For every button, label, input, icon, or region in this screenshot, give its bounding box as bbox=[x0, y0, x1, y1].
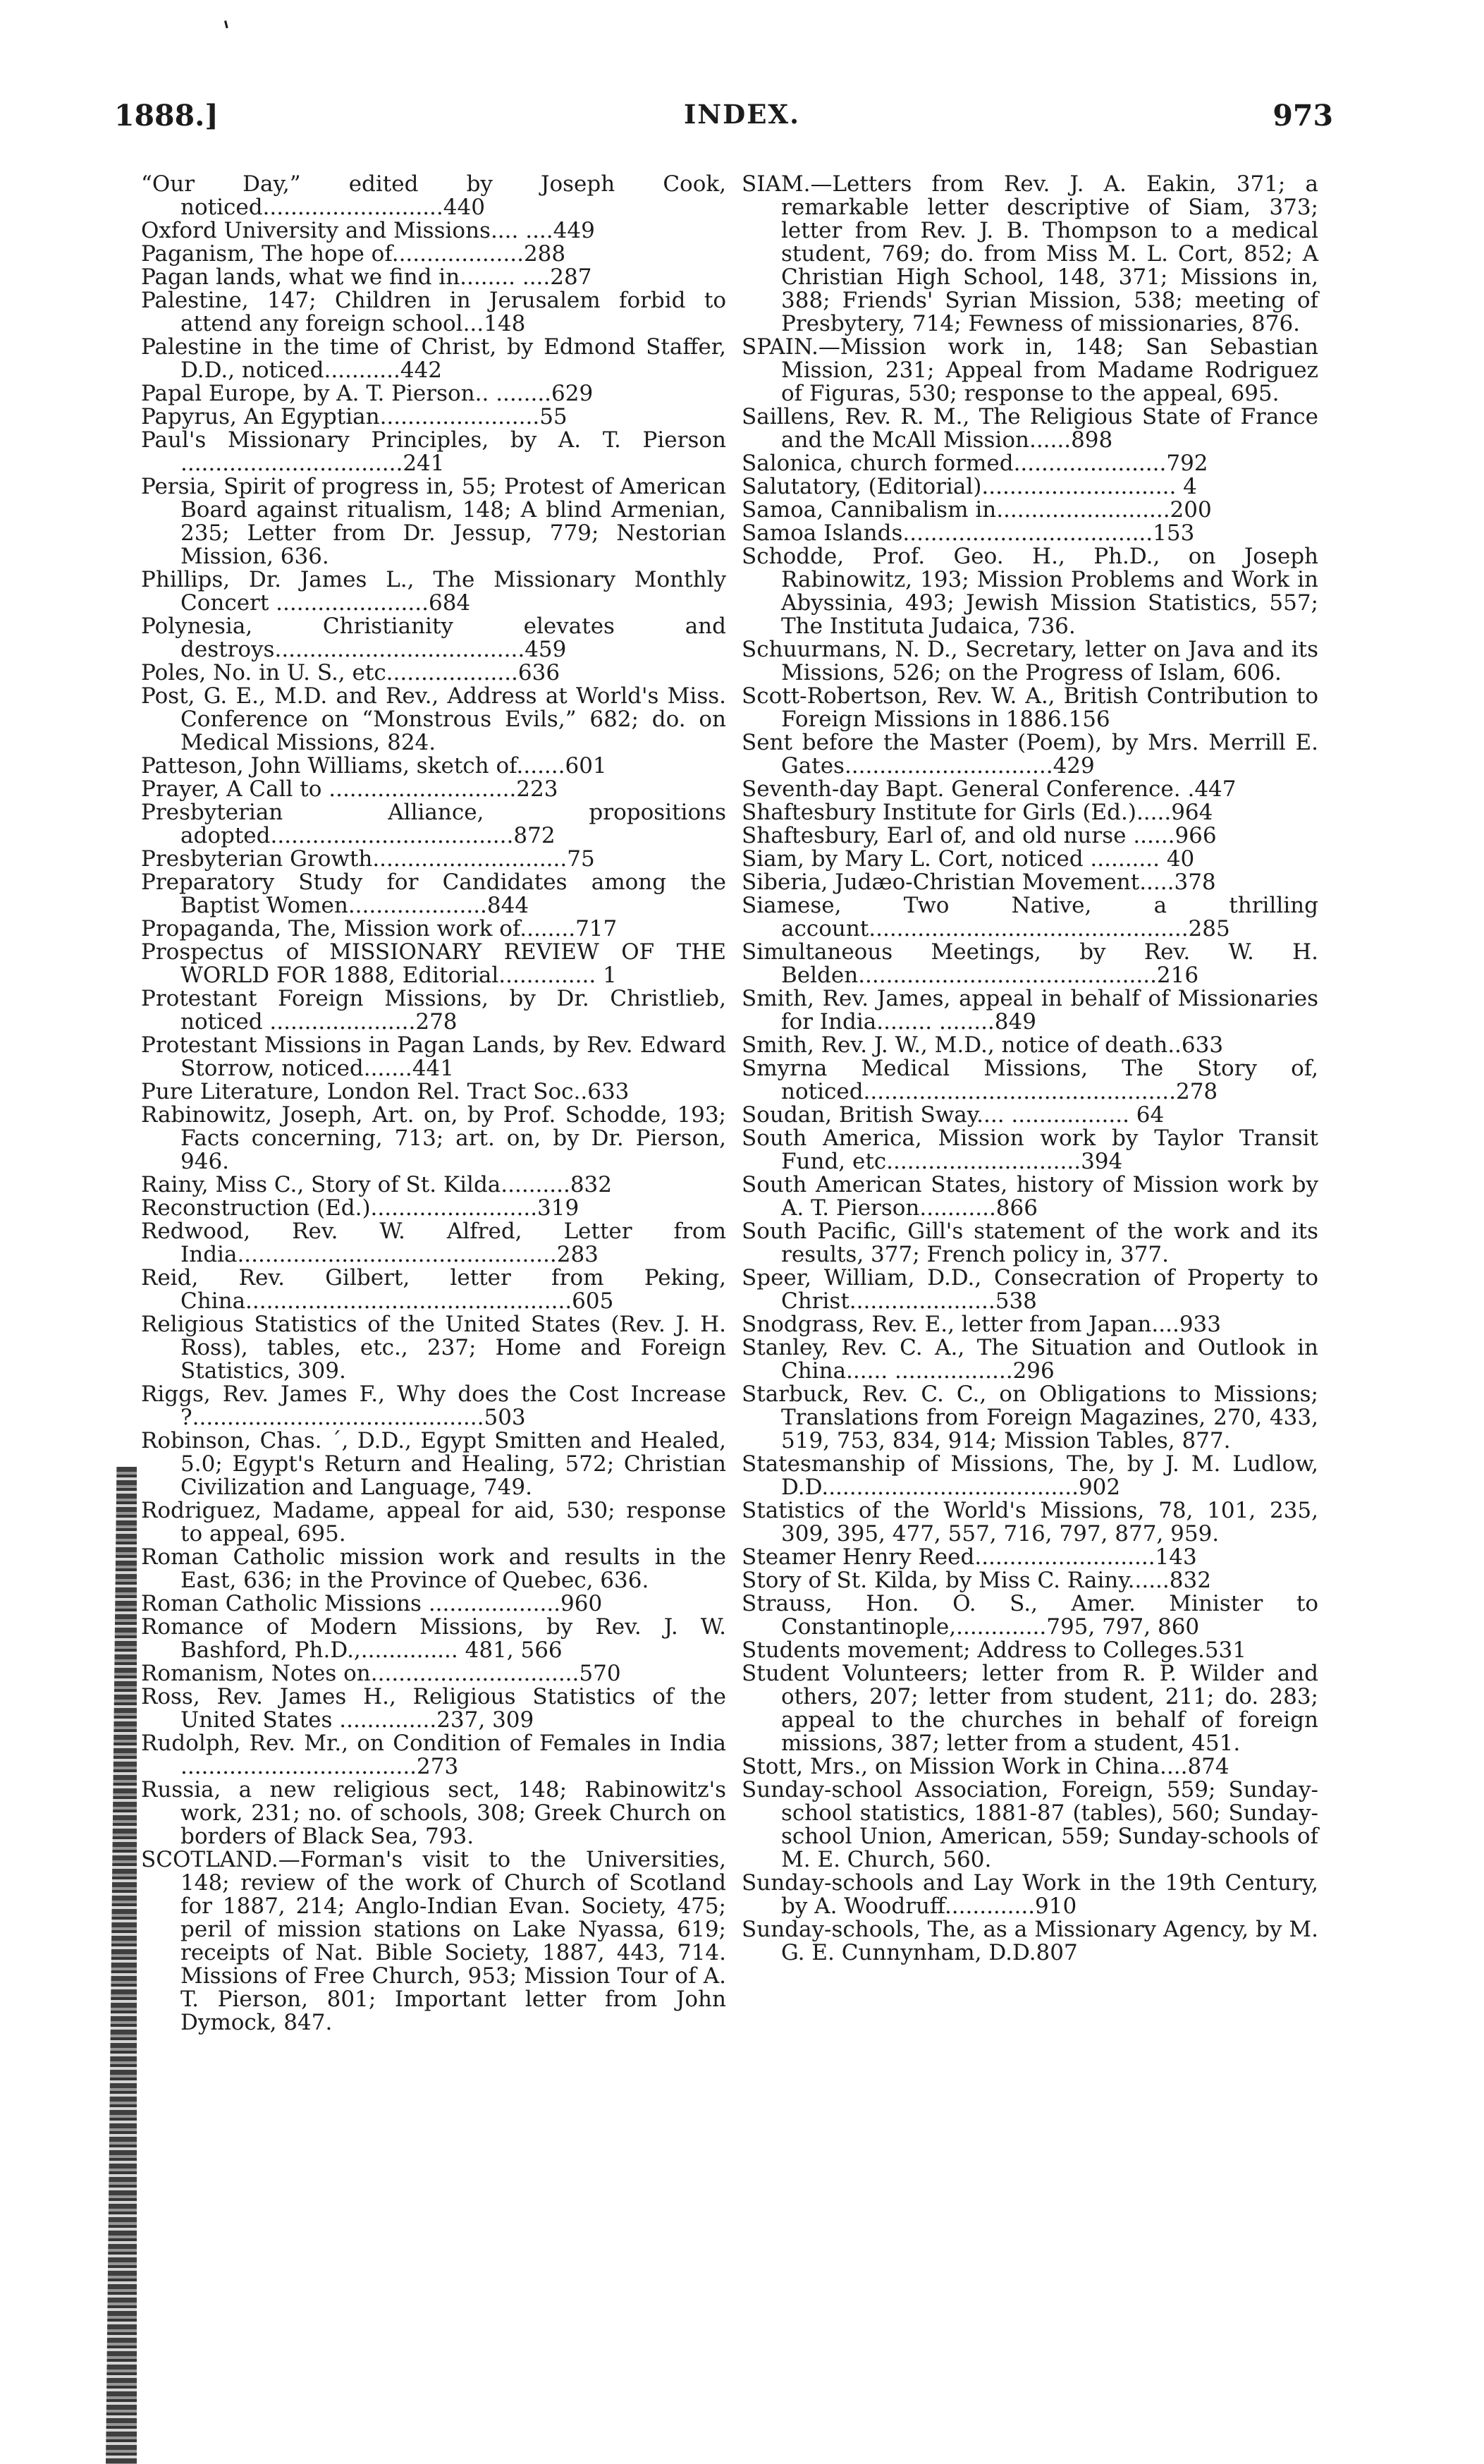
index-entry: Protestant Missions in Pagan Lands, by Rev. Edward Storrow, noticed.......441 bbox=[141, 1032, 733, 1081]
index-entry: Poles, No. in U. S., etc...................636 bbox=[141, 660, 560, 685]
index-entry: Romanism, Notes on..............................570 bbox=[141, 1661, 621, 1686]
index-entry: Salutatory, (Editorial)............................ 4 bbox=[742, 474, 1197, 499]
index-entry: Story of St. Kilda, by Miss C. Rainy......832 bbox=[742, 1568, 1211, 1593]
index-entry: Prayer, A Call to ...........................223 bbox=[141, 776, 558, 802]
index-entry: Schodde, Prof. Geo. H., Ph.D., on Joseph Rabinowitz, 193; Mission Problems and Work in Abyssinia, 493; Jewish Mission Statistics, 557; The Instituta Judaica, 736. bbox=[742, 544, 1325, 639]
index-column-left bbox=[141, 171, 733, 2035]
index-entry: Patteson, John Williams, sketch of.......601 bbox=[141, 753, 607, 779]
index-entry: Soudan, British Sway.... ................. 64 bbox=[742, 1102, 1165, 1128]
index-entry: Paul's Missionary Principles, by A. T. Pierson ................................241 bbox=[141, 427, 733, 476]
index-entry: Riggs, Rev. James F., Why does the Cost Increase ?..........................................503 bbox=[141, 1382, 733, 1430]
index-entry: South America, Mission work by Taylor Transit Fund, etc............................394 bbox=[742, 1126, 1325, 1174]
index-entry: Samoa, Cannibalism in.........................200 bbox=[742, 497, 1212, 523]
index-entry: Robinson, Chas. ´, D.D., Egypt Smitten and Healed, 5.0; Egypt's Return and Healing, 572; Christian Civilization and Language, 749. bbox=[141, 1428, 733, 1500]
index-entry: Polynesia, Christianity elevates and destroys....................................459 bbox=[141, 614, 733, 662]
index-entry: Ross, Rev. James H., Religious Statistics of the United States ..............237, 309 bbox=[141, 1684, 733, 1733]
page-year: 1888.] bbox=[114, 99, 219, 133]
index-entry: Post, G. E., M.D. and Rev., Address at World's Miss. Conference on “Monstrous Evils,” 682; do. on Medical Missions, 824. bbox=[141, 683, 733, 755]
index-entry: Siberia, Judæo-Christian Movement.....378 bbox=[742, 870, 1216, 895]
index-entry: Smith, Rev. James, appeal in behalf of Missionaries for India........ ........849 bbox=[742, 986, 1325, 1035]
index-entry: Paganism, The hope of...................288 bbox=[141, 241, 566, 267]
index-entry: Saillens, Rev. R. M., The Religious State of France and the McAll Mission......898 bbox=[742, 404, 1325, 453]
index-entry: Palestine in the time of Christ, by Edmond Staffer, D.D., noticed...........442 bbox=[141, 334, 733, 383]
index-entry: Reid, Rev. Gilbert, letter from Peking, China...............................................605 bbox=[141, 1265, 733, 1314]
index-entry: Reconstruction (Ed.)........................319 bbox=[141, 1195, 580, 1221]
index-entry: Russia, a new religious sect, 148; Rabinowitz's work, 231; no. of schools, 308; Greek Church on borders of Black Sea, 793. bbox=[141, 1777, 733, 1849]
index-column-right bbox=[742, 171, 1325, 1965]
index-entry: Schuurmans, N. D., Secretary, letter on Java and its Missions, 526; on the Progress of Islam, 606. bbox=[742, 637, 1325, 685]
index-entry: SPAIN.—Mission work in, 148; San Sebastian Mission, 231; Appeal from Madame Rodriguez of Figuras, 530; response to the appeal, 695. bbox=[742, 334, 1325, 406]
index-entry: Snodgrass, Rev. E., letter from Japan....933 bbox=[742, 1312, 1221, 1337]
index-entry: Shaftesbury, Earl of, and old nurse ......966 bbox=[742, 823, 1217, 848]
index-entry: Students movement; Address to Colleges.531 bbox=[742, 1637, 1246, 1663]
binding-edge bbox=[106, 1467, 137, 2464]
index-entry: Roman Catholic mission work and results in the East, 636; in the Province of Quebec, 636. bbox=[141, 1544, 733, 1593]
index-entry: Presbyterian Growth............................75 bbox=[141, 846, 595, 872]
index-entry: Siamese, Two Native, a thrilling account..............................................285 bbox=[742, 893, 1325, 941]
index-entry: Roman Catholic Missions ...................960 bbox=[141, 1591, 603, 1616]
index-entry: Phillips, Dr. James L., The Missionary Monthly Concert ......................684 bbox=[141, 567, 733, 616]
index-entry: Papal Europe, by A. T. Pierson.. ........629 bbox=[141, 381, 594, 406]
index-entry: South Pacific, Gill's statement of the work and its results, 377; French policy in, 377. bbox=[742, 1219, 1325, 1267]
index-entry: Scott-Robertson, Rev. W. A., British Contribution to Foreign Missions in 1886.156 bbox=[742, 683, 1325, 732]
index-entry: Salonica, church formed......................792 bbox=[742, 451, 1208, 476]
index-entry: Romance of Modern Missions, by Rev. J. W. Bashford, Ph.D.,.............. 481, 566 bbox=[141, 1614, 733, 1663]
index-entry: Starbuck, Rev. C. C., on Obligations to Missions; Translations from Foreign Magazines, 270, 433, 519, 753, 834, 914; Mission Tables, 877. bbox=[742, 1382, 1325, 1453]
index-entry: Simultaneous Meetings, by Rev. W. H. Belden...........................................216 bbox=[742, 939, 1325, 988]
index-entry: Propaganda, The, Mission work of........717 bbox=[141, 916, 618, 941]
index-entry: Sunday-schools and Lay Work in the 19th Century, by A. Woodruff.............910 bbox=[742, 1870, 1325, 1919]
index-entry: Pure Literature, London Rel. Tract Soc..633 bbox=[141, 1079, 630, 1104]
index-entry: Rabinowitz, Joseph, Art. on, by Prof. Schodde, 193; Facts concerning, 713; art. on, by Dr. Pierson, 946. bbox=[141, 1102, 733, 1174]
index-entry: South American States, history of Mission work by A. T. Pierson...........866 bbox=[742, 1172, 1325, 1221]
index-entry: Rainy, Miss C., Story of St. Kilda..........832 bbox=[141, 1172, 612, 1197]
index-entry: Statistics of the World's Missions, 78, 101, 235, 309, 395, 477, 557, 716, 797, 877, 959. bbox=[742, 1498, 1325, 1547]
index-entry: Shaftesbury Institute for Girls (Ed.).....964 bbox=[742, 800, 1213, 825]
index-entry: Speer, William, D.D., Consecration of Property to Christ.....................538 bbox=[742, 1265, 1325, 1314]
index-entry: “Our Day,” edited by Joseph Cook, noticed..........................440 bbox=[141, 171, 733, 220]
index-entry: SIAM.—Letters from Rev. J. A. Eakin, 371; a remarkable letter descriptive of Siam, 373; letter from Rev. J. B. Thompson to a medical student, 769; do. from Miss M. L. Cort, 852; A Christian High School, 148, 371; Missions in, 388; Friends' Syrian Mission, 538; meeting of Presbytery, 714; Fewness of missionaries, 876. bbox=[742, 171, 1325, 336]
index-entry: Stanley, Rev. C. A., The Situation and Outlook in China...... .................296 bbox=[742, 1335, 1325, 1384]
index-entry: Steamer Henry Reed..........................143 bbox=[742, 1544, 1197, 1570]
index-entry: Persia, Spirit of progress in, 55; Protest of American Board against ritualism, 148; A blind Armenian, 235; Letter from Dr. Jessup, 779; Nestorian Mission, 636. bbox=[141, 474, 733, 569]
index-entry: Redwood, Rev. W. Alfred, Letter from India..............................................283 bbox=[141, 1219, 733, 1267]
index-entry: Samoa Islands....................................153 bbox=[742, 520, 1195, 546]
index-entry: Statesmanship of Missions, The, by J. M. Ludlow, D.D.....................................902 bbox=[742, 1451, 1325, 1500]
page-number: 973 bbox=[1273, 99, 1333, 133]
index-entry: Rodriguez, Madame, appeal for aid, 530; response to appeal, 695. bbox=[141, 1498, 733, 1547]
index-entry: Religious Statistics of the United States (Rev. J. H. Ross), tables, etc., 237; Home and Foreign Statistics, 309. bbox=[141, 1312, 733, 1384]
index-entry: Rudolph, Rev. Mr., on Condition of Females in India ..................................273 bbox=[141, 1731, 733, 1779]
index-entry: Papyrus, An Egyptian.......................55 bbox=[141, 404, 568, 429]
index-entry: Strauss, Hon. O. S., Amer. Minister to Constantinople,.............795, 797, 860 bbox=[742, 1591, 1325, 1640]
index-entry: Smyrna Medical Missions, The Story of, noticed.............................................278 bbox=[742, 1056, 1325, 1104]
page-title: INDEX. bbox=[683, 99, 800, 130]
index-entry: Sunday-school Association, Foreign, 559; Sunday-school statistics, 1881-87 (tables), 560; Sunday-school Union, American, 559; Sunday-schools of M. E. Church, 560. bbox=[742, 1777, 1325, 1872]
index-entry: Oxford University and Missions.... ....449 bbox=[141, 218, 595, 243]
index-entry: Pagan lands, what we find in........ ....287 bbox=[141, 264, 592, 290]
index-entry: Presbyterian Alliance, propositions adopted...................................872 bbox=[141, 800, 733, 848]
index-entry: Siam, by Mary L. Cort, noticed .......... 40 bbox=[742, 846, 1195, 872]
index-entry: Seventh-day Bapt. General Conference. .447 bbox=[742, 776, 1237, 802]
index-entry: Sent before the Master (Poem), by Mrs. Merrill E. Gates..............................429 bbox=[742, 730, 1325, 779]
index-entry: Protestant Foreign Missions, by Dr. Christlieb, noticed .....................278 bbox=[141, 986, 733, 1035]
index-entry: Palestine, 147; Children in Jerusalem forbid to attend any foreign school...148 bbox=[141, 288, 733, 336]
index-entry: Preparatory Study for Candidates among the Baptist Women....................844 bbox=[141, 870, 733, 918]
index-entry: SCOTLAND.—Forman's visit to the Universities, 148; review of the work of Church of Scotland for 1887, 214; Anglo-Indian Evan. Society, 475; peril of mission stations on Lake Nyassa, 619; receipts of Nat. Bible Society, 1887, 443, 714. Missions of Free Church, 953; Mission Tour of A. T. Pierson, 801; Important letter from John Dymock, 847. bbox=[141, 1847, 733, 2035]
index-entry: Stott, Mrs., on Mission Work in China....874 bbox=[742, 1754, 1229, 1779]
index-entry: Prospectus of MISSIONARY REVIEW OF THE WORLD FOR 1888, Editorial.............. 1 bbox=[141, 939, 733, 988]
index-entry: Student Volunteers; letter from R. P. Wilder and others, 207; letter from student, 211; do. 283; appeal to the churches in behalf of foreign missions, 387; letter from a student, 451. bbox=[742, 1661, 1325, 1756]
index-entry: Sunday-schools, The, as a Missionary Agency, by M. G. E. Cunnynham, D.D.807 bbox=[742, 1917, 1325, 1965]
top-mark: ' bbox=[220, 15, 236, 49]
index-entry: Smith, Rev. J. W., M.D., notice of death..633 bbox=[742, 1032, 1224, 1058]
